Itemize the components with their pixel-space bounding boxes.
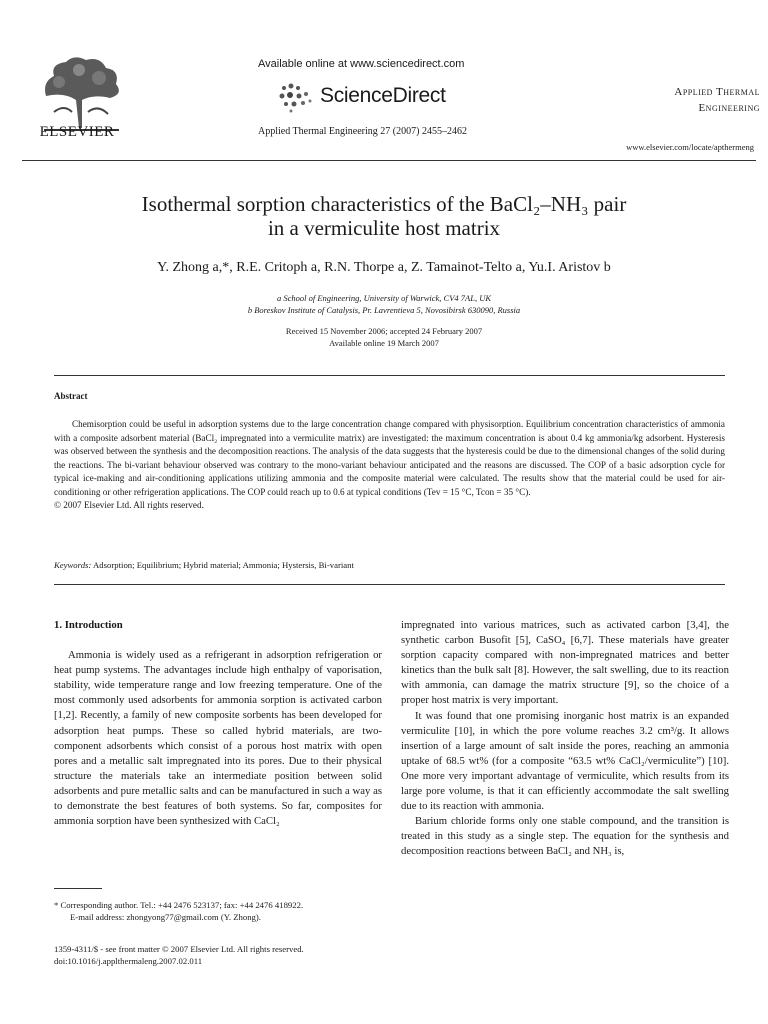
- journal-title-line1: Applied Thermal: [674, 86, 760, 98]
- sciencedirect-dots-icon: [276, 78, 316, 118]
- journal-citation: Applied Thermal Engineering 27 (2007) 2455–2462: [258, 126, 467, 137]
- intro-paragraph-2: It was found that one promising inorganic host matrix is an expanded vermiculite [10], in which the pore volume reaches 3.2 cm³/g. It allows insertion of a large amount of salt inside the pores, reaching an ammonia uptake of 68.5 wt% (for a composite “63.5 wt% CaCl₂/vermiculite”) [10]. One more very important advantage of vermiculite, which results from its large pore volume, is that it can efficiently accommodate the salt swelling due to its reaction with ammonia.: [401, 709, 729, 813]
- section-heading-introduction: 1. Introduction: [54, 619, 123, 631]
- body-right-column: [401, 618, 729, 860]
- intro-paragraph-3: Barium chloride forms only one stable compound, and the transition is treated in this study as a single step. The equation for the synthesis and decomposition reactions between BaCl₂ and NH₃ is,: [401, 815, 729, 858]
- journal-url-link[interactable]: www.elsevier.com/locate/apthermeng: [626, 142, 754, 152]
- abstract-body: [54, 418, 725, 513]
- author-list: Y. Zhong a,*, R.E. Critoph a, R.N. Thorpe a, Z. Tamainot-Telto a, Yu.I. Aristov b: [157, 260, 611, 275]
- publisher-name: ELSEVIER: [39, 124, 115, 140]
- abstract-heading: Abstract: [54, 391, 88, 401]
- keywords-divider: [54, 584, 725, 585]
- intro-paragraph-continued: impregnated into various matrices, such as activated carbon [3,4], the synthetic carbon Busofit [5], CaSO₄ [6,7]. These materials have greater sorption capacity compared with non-impregnated matrices and better kinetics than the bulk salt [8]. However, the salt swelling, due to its reaction with ammonia, can damage the matrix structure [9], so the choice of a proper host matrix is very important.: [401, 619, 729, 707]
- available-date: Available online 19 March 2007: [329, 338, 439, 348]
- keywords-line: [54, 560, 725, 570]
- body-left-column: [54, 618, 382, 829]
- affiliation-a: a School of Engineering, University of Warwick, CV4 7AL, UK: [276, 293, 492, 303]
- footnotes: [54, 899, 384, 923]
- received-date: Received 15 November 2006; accepted 24 February 2007: [285, 326, 483, 336]
- keywords-list: Adsorption; Equilibrium; Hybrid material; Ammonia; Hystersis, Bi-variant: [93, 560, 354, 570]
- article-title: [20, 192, 748, 240]
- sciencedirect-wordmark: ScienceDirect: [320, 84, 446, 107]
- issn-line: 1359-4311/$ - see front matter © 2007 Elsevier Ltd. All rights reserved.: [54, 944, 304, 954]
- doi-link[interactable]: doi:10.1016/j.applthermaleng.2007.02.011: [54, 956, 203, 966]
- intro-paragraph-1: Ammonia is widely used as a refrigerant in adsorption refrigeration or heat pump systems. The advantages include high enthalpy of vaporisation, stability, wide temperature range and low freezing temperature. One of the most commonly used adsorbents for ammonia sorption is activated carbon [1,2]. Recently, a family of new composite sorbents has been developed for adsorption heat pumps. These so called hybrid materials, are two-component adsorbents which consist of a porous host matrix with open pores and a metallic salt impregnated into its pores. Due to their physical structure the materials take an intermediate position between solid adsorbents and pure metallic salts and can be manufactured in such a way as to demonstrate the best features of both systems. So far, composites for ammonia sorption have been synthesized with CaCl₂: [54, 649, 382, 828]
- available-online-text[interactable]: Available online at www.sciencedirect.com: [258, 58, 465, 70]
- article-dates: [20, 325, 748, 349]
- article-title-line2: in a vermiculite host matrix: [267, 216, 501, 240]
- keywords-label: Keywords:: [54, 560, 92, 570]
- abstract-copyright: © 2007 Elsevier Ltd. All rights reserved.: [54, 500, 204, 510]
- article-title-line1: Isothermal sorption characteristics of the BaCl₂–NH₃ pair: [141, 192, 627, 216]
- affiliation-b: b Boreskov Institute of Catalysis, Pr. Lavrentieva 5, Novosibirsk 630090, Russia: [247, 305, 521, 315]
- journal-title: [560, 84, 760, 116]
- issn-doi-block: [54, 943, 384, 967]
- affiliations: [20, 292, 748, 316]
- sciencedirect-logo[interactable]: [276, 78, 486, 118]
- abstract-top-divider: [54, 375, 725, 376]
- abstract-text: Chemisorption could be useful in adsorption systems due to the large concentration change compared with physisorption. Equilibrium concentration characteristics of ammonia with a composite adsorbent material (BaCl₂ impregnated into a vermiculite matrix) are investigated: the maximum concentration is about 0.4 kg ammonia/kg adsorbent. Hysteresis was observed between the synthesis and the decomposition reactions. The analysis of the data suggests that the hysteresis could be due to the dimensional changes of the solid during the reactions. The bi-variant behaviour observed was contrary to the mono-variant behaviour anticipated and the reasons are discussed. The COP of a basic adsorption cycle for typical ice-making and air-conditioning applications utilizing ammonia and the composite material were calculated. The results show that the material could be used for air-conditioning or other refrigeration applications. The COP could reach up to 0.6 at typical conditions (Tev = 15 °C, Tcon = 35 °C).: [54, 419, 725, 497]
- email-note[interactable]: E-mail address: zhongyong77@gmail.com (Y. Zhong).: [70, 912, 261, 922]
- footnote-rule: [54, 888, 102, 889]
- corresponding-author-note: * Corresponding author. Tel.: +44 2476 523137; fax: +44 2476 418922.: [54, 900, 304, 910]
- journal-title-line2: Engineering: [698, 102, 760, 114]
- header-divider: [22, 160, 756, 161]
